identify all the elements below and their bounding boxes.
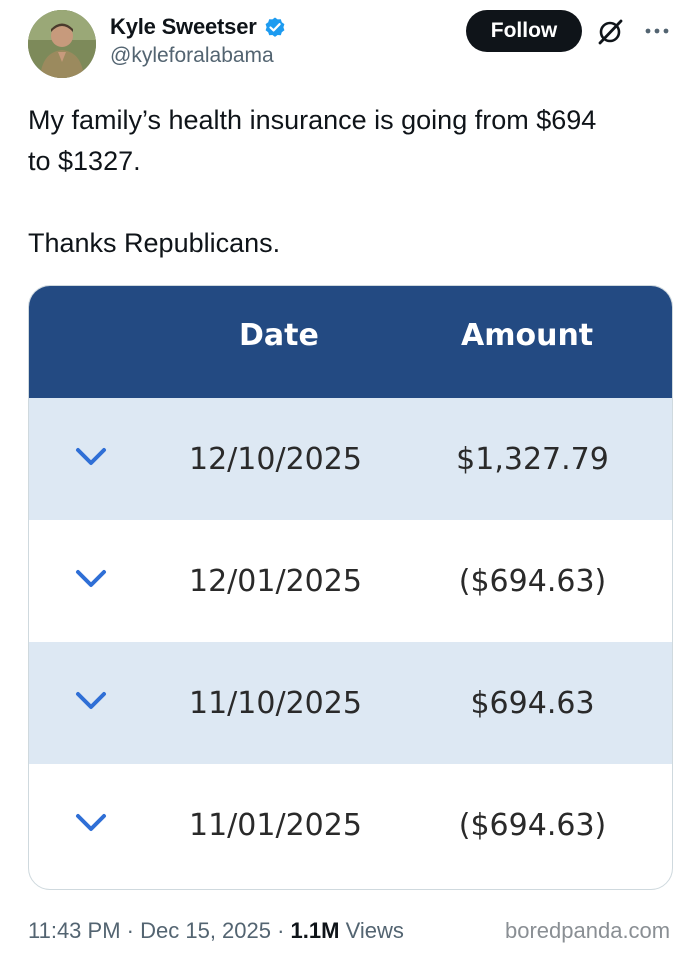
- avatar-image: [28, 10, 96, 78]
- chevron-down-icon: [75, 568, 107, 590]
- grok-icon[interactable]: [596, 18, 624, 46]
- author-handle[interactable]: @kyleforalabama: [110, 44, 274, 67]
- date-cell: 11/10/2025: [189, 686, 362, 721]
- separator: ·: [120, 918, 141, 943]
- tweet-time[interactable]: 11:43 PM: [28, 918, 121, 943]
- tweet-header: [26, 10, 686, 82]
- tweet-line: My family’s health insurance is going from $694: [28, 105, 597, 135]
- follow-button[interactable]: Follow: [466, 10, 582, 52]
- avatar[interactable]: [28, 10, 96, 78]
- chevron-down-icon: [75, 812, 107, 834]
- verified-badge-icon[interactable]: [263, 15, 287, 39]
- views-count[interactable]: 1.1M: [290, 918, 340, 943]
- table-row: [29, 642, 672, 764]
- table-row: [29, 520, 672, 642]
- tweet-text: [28, 100, 668, 264]
- table-row: [29, 764, 672, 886]
- date-cell: 11/01/2025: [189, 808, 362, 843]
- tweet-line: Thanks Republicans.: [28, 228, 281, 258]
- tweet-meta: [28, 918, 404, 944]
- amount-cell: $1,327.79: [456, 442, 609, 477]
- separator: ·: [270, 918, 291, 943]
- tweet-line: to $1327.: [28, 146, 141, 176]
- amount-cell: $694.63: [470, 686, 595, 721]
- table-row: [29, 398, 672, 520]
- author-name[interactable]: Kyle Sweetser: [110, 14, 257, 39]
- tweet-date[interactable]: Dec 15, 2025: [140, 918, 271, 943]
- views-label: Views: [339, 918, 404, 943]
- column-header-date: Date: [239, 318, 319, 353]
- author-info: [110, 12, 287, 68]
- amount-cell: ($694.63): [458, 808, 607, 843]
- date-cell: 12/01/2025: [189, 564, 362, 599]
- watermark: boredpanda.com: [505, 918, 671, 943]
- chevron-down-icon: [75, 690, 107, 712]
- table-header: [29, 286, 672, 398]
- attached-image[interactable]: [28, 285, 673, 890]
- chevron-down-icon: [75, 446, 107, 468]
- column-header-amount: Amount: [461, 318, 594, 353]
- more-options-icon[interactable]: [642, 16, 672, 46]
- amount-cell: ($694.63): [458, 564, 607, 599]
- date-cell: 12/10/2025: [189, 442, 362, 477]
